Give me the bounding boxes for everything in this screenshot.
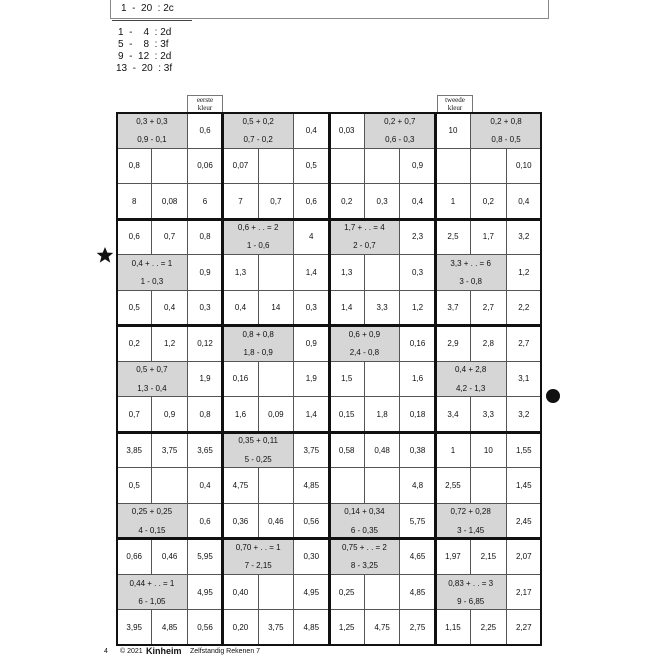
- grid-cell: [364, 361, 400, 398]
- grid-cell: 2,5: [435, 219, 471, 256]
- divider: [112, 20, 192, 21]
- dot-icon: [545, 388, 561, 404]
- grid-cell: 0,9: [399, 148, 435, 185]
- grid-cell: 2,75: [399, 609, 435, 646]
- sum-check: 1 - 0,6: [222, 237, 294, 255]
- grid-cell: 0,3: [364, 183, 400, 220]
- grid-cell: 0,38: [399, 432, 435, 469]
- sum-box: [329, 219, 401, 256]
- sum-box: [222, 219, 294, 256]
- grid-cell: 0,5: [293, 148, 329, 185]
- sum-frame: [222, 112, 294, 149]
- grid-cell: 0,40: [222, 574, 258, 611]
- grid-cell: [258, 254, 294, 291]
- grid-cell: 2,15: [470, 538, 506, 575]
- grid-cell: 3,75: [151, 432, 187, 469]
- grid-cell: 4,85: [293, 609, 329, 646]
- grid-cell: 0,4: [187, 467, 223, 504]
- grid-cell: 3,2: [506, 396, 542, 433]
- grid-cell: 3,2: [506, 219, 542, 256]
- sum-frame: [116, 361, 188, 398]
- sum-check: 3 - 1,45: [435, 521, 507, 539]
- grid-cell: 4,85: [399, 574, 435, 611]
- sum-box: [435, 574, 507, 611]
- sum-frame: [435, 361, 507, 398]
- grid-cell: 4,8: [399, 467, 435, 504]
- sum-question: 0,83 + . . = 3: [435, 574, 507, 593]
- sum-box: [435, 503, 507, 540]
- grid-cell: 5,75: [399, 503, 435, 540]
- grid-cell: 3,7: [435, 290, 471, 327]
- grid-cell: 4,75: [364, 609, 400, 646]
- grid-cell: 1,55: [506, 432, 542, 469]
- grid-cell: 0,12: [187, 325, 223, 362]
- sum-frame: [470, 112, 542, 149]
- grid-cell: 1,7: [470, 219, 506, 256]
- sum-question: 0,8 + 0,8: [222, 325, 294, 344]
- sum-question: 0,72 + 0,28: [435, 503, 507, 522]
- grid-cell: [470, 148, 506, 185]
- grid-cell: 2,2: [506, 290, 542, 327]
- grid-cell: 1,6: [222, 396, 258, 433]
- sum-check: 6 - 1,05: [116, 592, 188, 610]
- grid-cell: 0,56: [187, 609, 223, 646]
- sum-frame: [329, 503, 401, 540]
- grid-cell: 1,15: [435, 609, 471, 646]
- sum-question: 0,70 + . . = 1: [222, 538, 294, 557]
- second-color-tag: tweede kleur: [437, 95, 473, 114]
- grid-cell: 1: [435, 432, 471, 469]
- grid-cell: 3,95: [116, 609, 152, 646]
- grid-cell: 1,5: [329, 361, 365, 398]
- sum-frame: [116, 112, 188, 149]
- grid-cell: 4,85: [293, 467, 329, 504]
- grid-cell: 0,07: [222, 148, 258, 185]
- grid-cell: 0,18: [399, 396, 435, 433]
- grid-cell: 1,2: [506, 254, 542, 291]
- star-icon: [96, 246, 114, 264]
- sum-frame: [116, 574, 188, 611]
- grid-cell: 3,3: [364, 290, 400, 327]
- sum-box: [222, 432, 294, 469]
- grid-cell: 0,6: [187, 503, 223, 540]
- grid-cell: [258, 574, 294, 611]
- sum-frame: [435, 574, 507, 611]
- grid-cell: 1,3: [329, 254, 365, 291]
- grid-cell: 1,2: [399, 290, 435, 327]
- page-number: 4: [104, 648, 108, 655]
- sum-question: 0,2 + 0,8: [470, 112, 542, 131]
- grid-cell: 0,5: [116, 290, 152, 327]
- puzzle-grid: [116, 112, 541, 645]
- grid-cell: 4,75: [222, 467, 258, 504]
- grid-cell: 1,3: [222, 254, 258, 291]
- sum-question: 0,14 + 0,34: [329, 503, 401, 522]
- sum-frame: [222, 325, 294, 362]
- sum-frame: [329, 325, 401, 362]
- sum-check: 1,3 - 0,4: [116, 379, 188, 397]
- grid-cell: 5,95: [187, 538, 223, 575]
- sum-box: [470, 112, 542, 149]
- grid-cell: 0,66: [116, 538, 152, 575]
- grid-cell: 0,3: [399, 254, 435, 291]
- sum-question: 0,4 + 2,8: [435, 361, 507, 380]
- grid-cell: 2,25: [470, 609, 506, 646]
- grid-cell: 0,2: [116, 325, 152, 362]
- grid-cell: 2,27: [506, 609, 542, 646]
- grid-cell: 4,85: [151, 609, 187, 646]
- grid-cell: 1,25: [329, 609, 365, 646]
- grid-cell: 0,2: [329, 183, 365, 220]
- grid-cell: 2,7: [470, 290, 506, 327]
- sum-box: [222, 325, 294, 362]
- sum-question: 0,6 + . . = 2: [222, 219, 294, 238]
- grid-cell: 3,4: [435, 396, 471, 433]
- first-color-tag: eerste kleur: [187, 95, 223, 114]
- copyright: © 2021: [120, 648, 143, 655]
- sum-check: 8 - 3,25: [329, 557, 401, 575]
- grid-cell: 0,8: [187, 219, 223, 256]
- grid-cell: 3,3: [470, 396, 506, 433]
- grid-cell: 4,95: [293, 574, 329, 611]
- grid-cell: 1,45: [506, 467, 542, 504]
- grid-cell: 0,6: [293, 183, 329, 220]
- grid-cell: 10: [470, 432, 506, 469]
- grid-cell: 0,4: [151, 290, 187, 327]
- grid-cell: 0,9: [187, 254, 223, 291]
- grid-cell: 0,10: [506, 148, 542, 185]
- sum-question: 0,75 + . . = 2: [329, 538, 401, 557]
- sum-frame: [329, 219, 401, 256]
- grid-cell: 3,75: [293, 432, 329, 469]
- grid-cell: [435, 148, 471, 185]
- sum-box: [329, 325, 401, 362]
- grid-cell: 0,6: [116, 219, 152, 256]
- grid-cell: 1,4: [293, 254, 329, 291]
- grid-cell: 0,2: [470, 183, 506, 220]
- grid-cell: 4: [293, 219, 329, 256]
- sum-box: [435, 254, 507, 291]
- sum-frame: [329, 538, 401, 575]
- grid-cell: 0,58: [329, 432, 365, 469]
- brand: Kinheim: [146, 646, 182, 656]
- sum-box: [222, 112, 294, 149]
- grid-cell: 0,8: [187, 396, 223, 433]
- grid-cell: 0,3: [187, 290, 223, 327]
- sum-box: [116, 361, 188, 398]
- grid-cell: 1,9: [187, 361, 223, 398]
- grid-cell: 1,8: [364, 396, 400, 433]
- sum-question: 0,35 + 0,11: [222, 432, 294, 451]
- grid-cell: 1,6: [399, 361, 435, 398]
- sum-frame: [435, 503, 507, 540]
- sum-box: [435, 361, 507, 398]
- grid-cell: 0,48: [364, 432, 400, 469]
- grid-cell: 3,65: [187, 432, 223, 469]
- grid-cell: 1,4: [293, 396, 329, 433]
- grid-cell: [364, 148, 400, 185]
- sum-frame: [222, 432, 294, 469]
- grid-cell: 0,9: [151, 396, 187, 433]
- grid-cell: 2,45: [506, 503, 542, 540]
- sum-frame: [222, 538, 294, 575]
- grid-cell: 0,20: [222, 609, 258, 646]
- sum-frame: [364, 112, 436, 149]
- grid-cell: 0,56: [293, 503, 329, 540]
- grid-cell: [470, 467, 506, 504]
- sum-box: [116, 254, 188, 291]
- grid-cell: 0,25: [329, 574, 365, 611]
- grid-cell: 0,4: [399, 183, 435, 220]
- sum-check: 0,8 - 0,5: [470, 130, 542, 148]
- grid-cell: 1,9: [293, 361, 329, 398]
- grid-cell: 4,95: [187, 574, 223, 611]
- grid-cell: 0,08: [151, 183, 187, 220]
- answer-key-box: [110, 0, 549, 19]
- sum-question: 0,3 + 0,3: [116, 112, 188, 131]
- grid-cell: 0,3: [293, 290, 329, 327]
- sum-question: 0,6 + 0,9: [329, 325, 401, 344]
- grid-cell: 0,06: [187, 148, 223, 185]
- range-3: 9 - 12 : 2d: [118, 51, 172, 62]
- grid-cell: 2,55: [435, 467, 471, 504]
- sum-check: 4,2 - 1,3: [435, 379, 507, 397]
- sum-question: 0,2 + 0,7: [364, 112, 436, 131]
- sum-check: 2 - 0,7: [329, 237, 401, 255]
- sum-check: 9 - 6,85: [435, 592, 507, 610]
- grid-cell: 0,4: [293, 112, 329, 149]
- sum-question: 0,5 + 0,2: [222, 112, 294, 131]
- grid-cell: 0,8: [116, 148, 152, 185]
- sum-check: 0,6 - 0,3: [364, 130, 436, 148]
- grid-cell: 4,65: [399, 538, 435, 575]
- grid-cell: 0,4: [506, 183, 542, 220]
- sum-frame: [116, 503, 188, 540]
- sum-check: 0,7 - 0,2: [222, 130, 294, 148]
- sum-frame: [435, 254, 507, 291]
- sum-check: 4 - 0,15: [116, 521, 188, 539]
- sum-box: [222, 538, 294, 575]
- grid-cell: 2,3: [399, 219, 435, 256]
- top-range: 1 - 20 : 2c: [121, 3, 174, 14]
- sum-box: [116, 574, 188, 611]
- grid-cell: [364, 254, 400, 291]
- grid-cell: 0,7: [258, 183, 294, 220]
- grid-cell: 1: [435, 183, 471, 220]
- grid-cell: [329, 467, 365, 504]
- grid-cell: 3,85: [116, 432, 152, 469]
- sum-question: 0,44 + . . = 1: [116, 574, 188, 593]
- sum-question: 0,5 + 0,7: [116, 361, 188, 380]
- grid-cell: 0,4: [222, 290, 258, 327]
- sum-box: [329, 503, 401, 540]
- sum-check: 1,8 - 0,9: [222, 343, 294, 361]
- grid-cell: 2,8: [470, 325, 506, 362]
- sum-check: 7 - 2,15: [222, 557, 294, 575]
- grid-cell: 0,7: [151, 219, 187, 256]
- grid-cell: 2,17: [506, 574, 542, 611]
- range-4: 13 - 20 : 3f: [116, 63, 173, 74]
- grid-cell: 2,7: [506, 325, 542, 362]
- sum-box: [364, 112, 436, 149]
- sum-check: 6 - 0,35: [329, 521, 401, 539]
- grid-cell: 1,4: [329, 290, 365, 327]
- sum-check: 2,4 - 0,8: [329, 343, 401, 361]
- grid-cell: 2,07: [506, 538, 542, 575]
- sum-frame: [116, 254, 188, 291]
- grid-cell: 1,97: [435, 538, 471, 575]
- grid-cell: 0,30: [293, 538, 329, 575]
- grid-cell: 0,46: [258, 503, 294, 540]
- grid-cell: [258, 361, 294, 398]
- sum-check: 3 - 0,8: [435, 272, 507, 290]
- grid-cell: [151, 467, 187, 504]
- sum-check: 5 - 0,25: [222, 450, 294, 468]
- grid-cell: 0,6: [187, 112, 223, 149]
- grid-cell: 0,16: [222, 361, 258, 398]
- sum-box: [116, 503, 188, 540]
- grid-cell: 0,36: [222, 503, 258, 540]
- sum-question: 3,3 + . . = 6: [435, 254, 507, 273]
- grid-cell: 8: [116, 183, 152, 220]
- grid-cell: 0,5: [116, 467, 152, 504]
- sum-question: 1,7 + . . = 4: [329, 219, 401, 238]
- grid-cell: [364, 467, 400, 504]
- sum-check: 0,9 - 0,1: [116, 130, 188, 148]
- range-1: 1 - 4 : 2d: [118, 27, 172, 38]
- grid-cell: 1,2: [151, 325, 187, 362]
- grid-cell: 0,16: [399, 325, 435, 362]
- sum-question: 0,4 + . . = 1: [116, 254, 188, 273]
- grid-cell: 0,03: [329, 112, 365, 149]
- sum-box: [116, 112, 188, 149]
- grid-cell: 10: [435, 112, 471, 149]
- grid-cell: 3,1: [506, 361, 542, 398]
- grid-cell: 3,75: [258, 609, 294, 646]
- sum-frame: [222, 219, 294, 256]
- grid-cell: [329, 148, 365, 185]
- range-2: 5 - 8 : 3f: [118, 39, 169, 50]
- sum-check: 1 - 0,3: [116, 272, 188, 290]
- grid-cell: 2,9: [435, 325, 471, 362]
- grid-cell: 6: [187, 183, 223, 220]
- grid-cell: 0,46: [151, 538, 187, 575]
- grid-cell: 0,9: [293, 325, 329, 362]
- book-title: Zelfstandig Rekenen 7: [190, 648, 261, 655]
- sum-question: 0,25 + 0,25: [116, 503, 188, 522]
- grid-cell: [364, 574, 400, 611]
- grid-cell: [151, 148, 187, 185]
- grid-cell: 0,7: [116, 396, 152, 433]
- grid-cell: 0,15: [329, 396, 365, 433]
- sum-box: [329, 538, 401, 575]
- grid-cell: [258, 148, 294, 185]
- grid-cell: [258, 467, 294, 504]
- grid-cell: 7: [222, 183, 258, 220]
- grid-cell: 0,09: [258, 396, 294, 433]
- grid-cell: 14: [258, 290, 294, 327]
